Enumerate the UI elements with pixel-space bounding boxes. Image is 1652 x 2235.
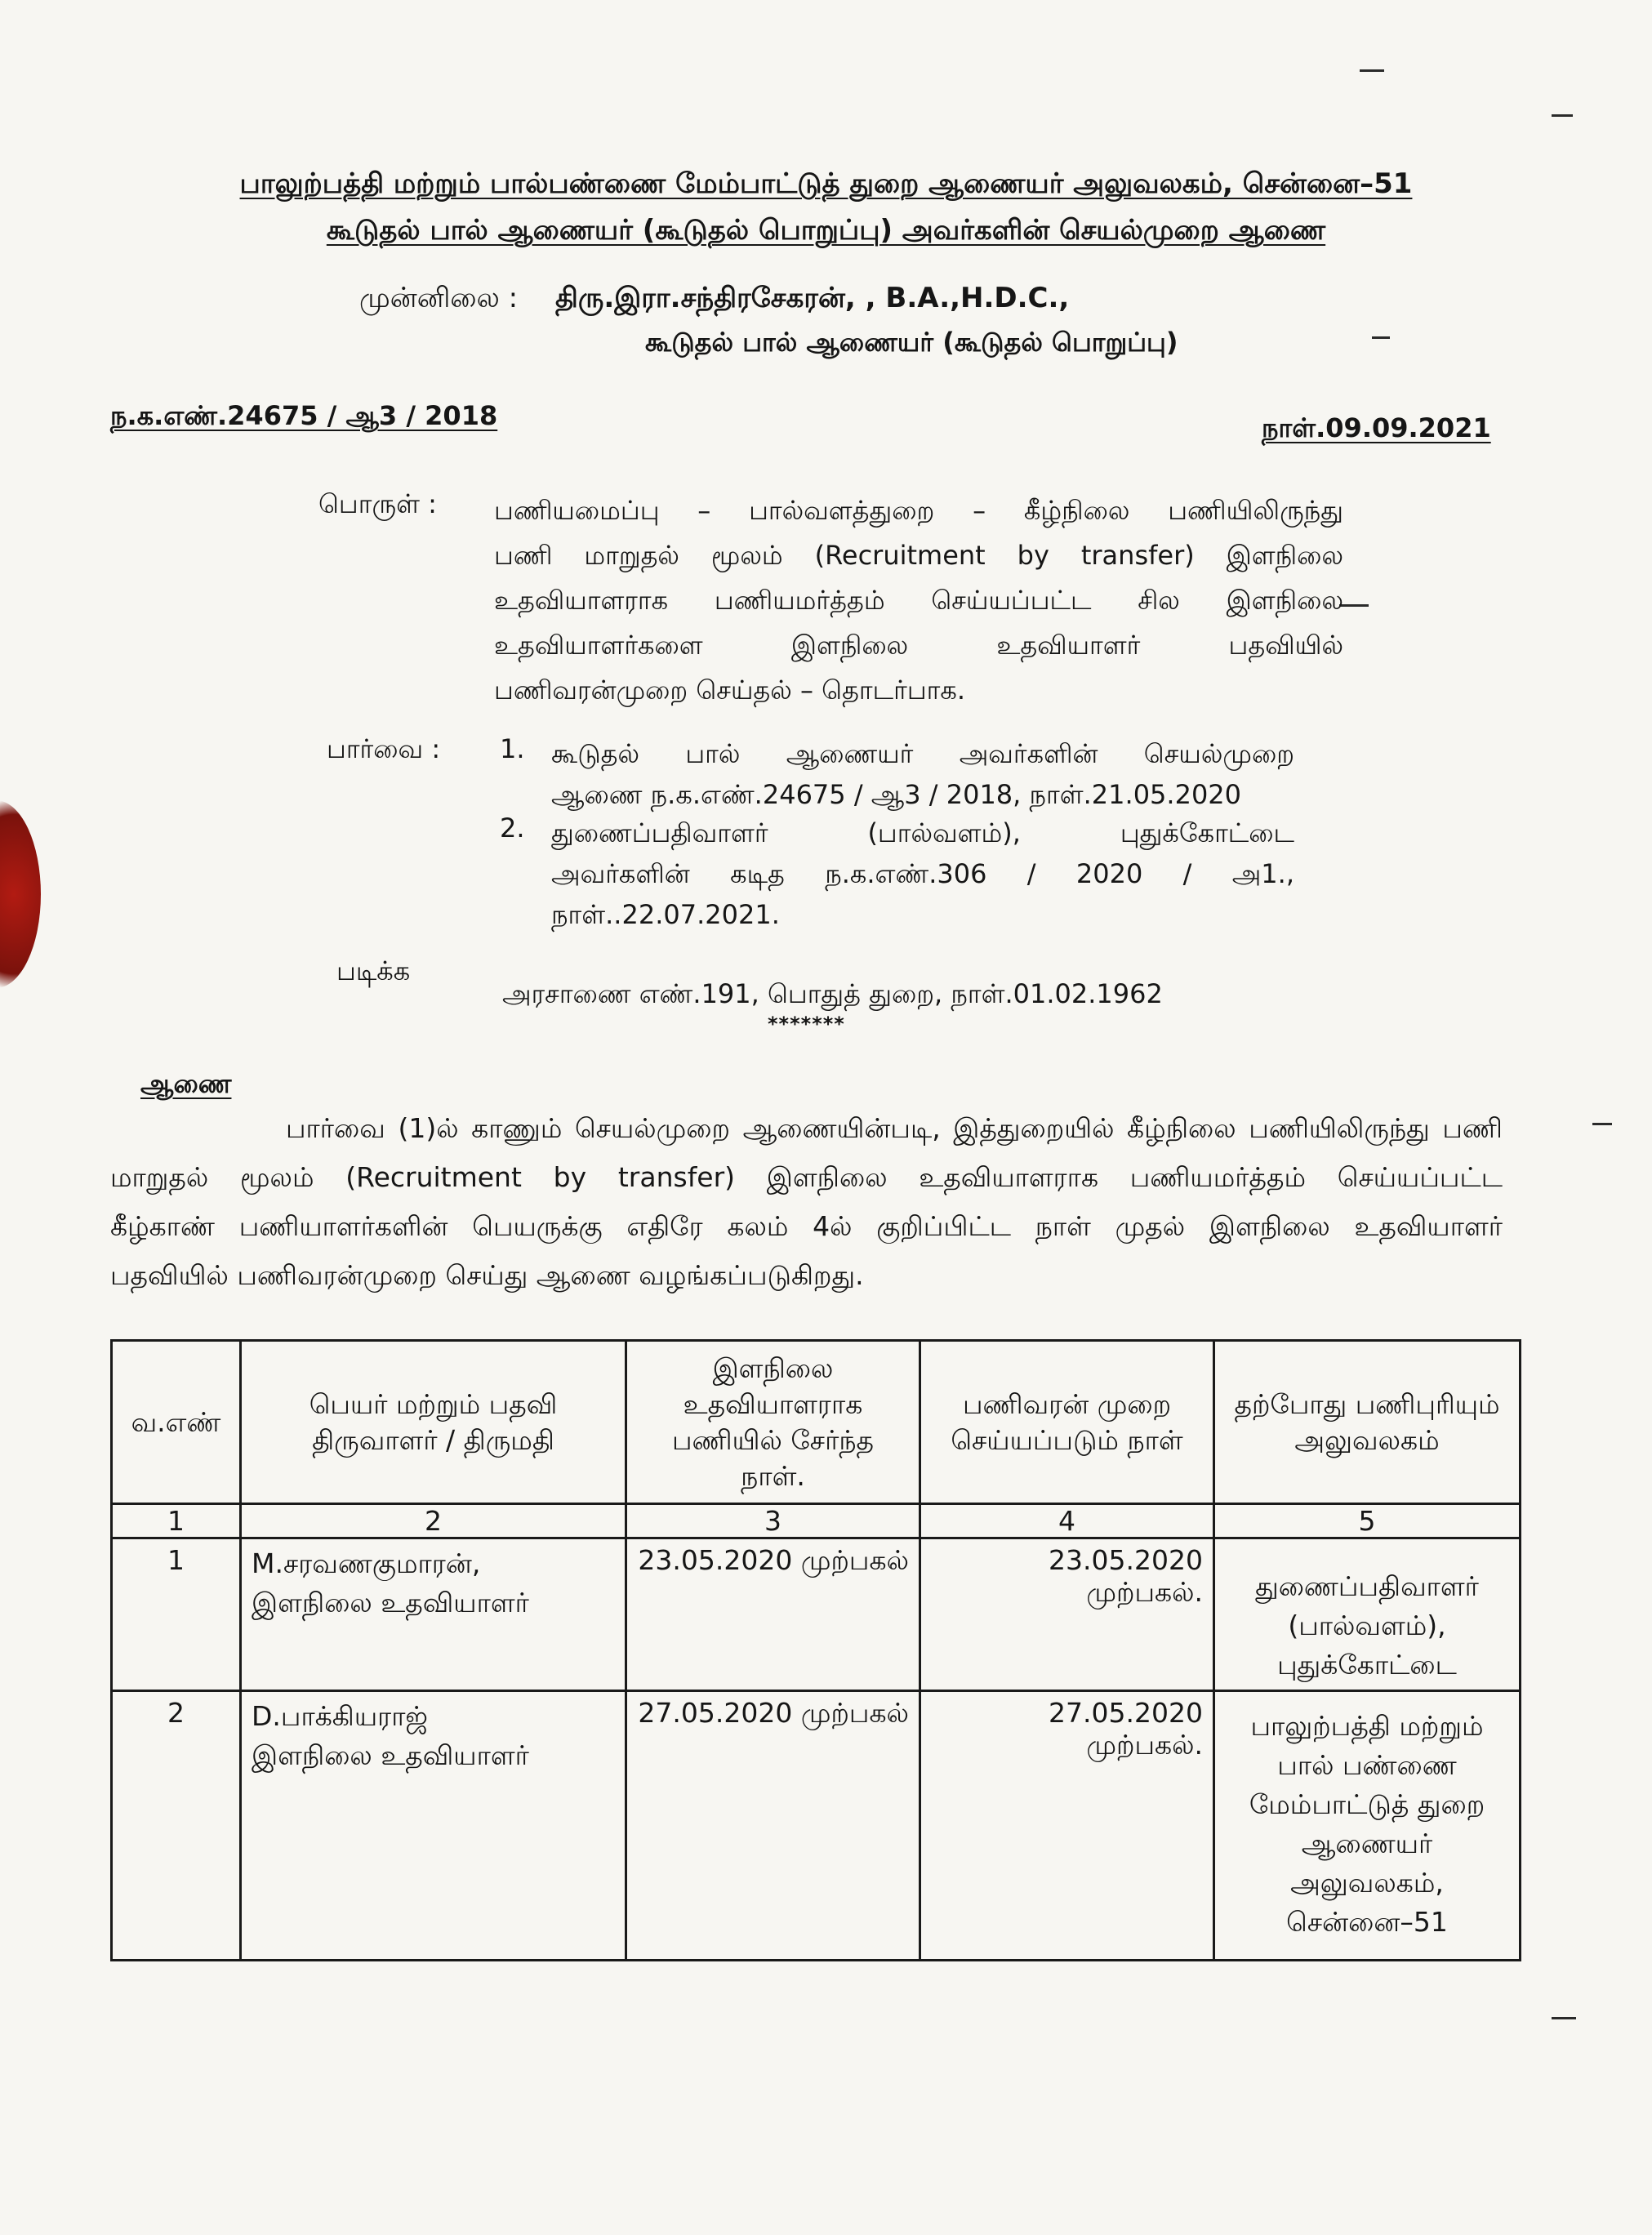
table-row <box>112 1538 1521 1691</box>
reference-line: துணைப்பதிவாளர் (பால்வளம்), புதுக்கோட்டை <box>551 817 1294 848</box>
scan-mark <box>1360 69 1384 72</box>
reference-line: ஆணை ந.க.எண்.24675 / ஆ3 / 2018, நாள்.21.05.2020 <box>551 779 1242 810</box>
reference-line: அவர்களின் கடித ந.க.எண்.306 / 2020 / அ1., <box>551 858 1294 889</box>
cell-office: பாலுற்பத்தி மற்றும் பால் பண்ணை மேம்பாட்டுத் துறை ஆணையர் அலுவலகம், சென்னை–51 <box>1214 1691 1521 1961</box>
table-header-row <box>112 1341 1521 1504</box>
cell-regularized-date: 23.05.2020 முற்பகல். <box>920 1538 1214 1691</box>
reference-1-text <box>551 733 1294 815</box>
regularization-table <box>110 1339 1521 1961</box>
reference-line: கூடுதல் பால் ஆணையர் அவர்களின் செயல்முறை <box>551 738 1294 769</box>
order-line: பார்வை (1)ல் காணும் செயல்முறை ஆணையின்படி, இத்துறையில் கீழ்நிலை பணியிலிருந்து பணி <box>286 1112 1503 1144</box>
scan-mark <box>1552 2017 1576 2019</box>
order-date: நாள்.09.09.2021 <box>1262 412 1491 443</box>
subject-line: பணியமைப்பு – பால்வளத்துறை – கீழ்நிலை பணியிலிருந்து <box>494 495 1343 526</box>
cell-regularized-date: 27.05.2020 முற்பகல். <box>920 1691 1214 1961</box>
cell-name: D.பாக்கியராஜ் இளநிலை உதவியாளர் <box>241 1691 626 1961</box>
subject-line: பணிவரன்முறை செய்தல் – தொடர்பாக. <box>494 675 965 706</box>
scan-mark <box>1552 114 1573 117</box>
subject-text <box>494 488 1343 713</box>
subject-label: பொருள் : <box>318 488 437 519</box>
scan-mark <box>1372 336 1390 339</box>
header-joining-date: இளநிலை உதவியாளராக பணியில் சேர்ந்த நாள். <box>626 1341 920 1504</box>
order-line: மாறுதல் மூலம் (Recruitment by transfer) இளநிலை உதவியாளராக பணியமர்த்தம் செய்யப்பட்ட <box>110 1161 1503 1193</box>
read-text: அரசாணை எண்.191, பொதுத் துறை, நாள்.01.02.1962 <box>502 978 1163 1009</box>
column-number: 2 <box>241 1504 626 1538</box>
cell-serial-number: 1 <box>112 1538 241 1691</box>
presence-label: முன்னிலை : <box>359 282 519 314</box>
reference-2-num: 2. <box>500 813 525 844</box>
column-number: 4 <box>920 1504 1214 1538</box>
header-current-office: தற்போது பணிபுரியும் அலுவலகம் <box>1214 1341 1521 1504</box>
cell-joined-date: 27.05.2020 முற்பகல் <box>626 1691 920 1961</box>
cell-serial-number: 2 <box>112 1691 241 1961</box>
order-heading: ஆணை <box>140 1068 232 1099</box>
reference-1-num: 1. <box>500 733 525 764</box>
header-regularization-date: பணிவரன் முறை செய்யப்படும் நாள் <box>920 1341 1214 1504</box>
order-title: கூடுதல் பால் ஆணையர் (கூடுதல் பொறுப்பு) அவர்களின் செயல்முறை ஆணை <box>326 214 1326 247</box>
table-column-number-row <box>112 1504 1521 1538</box>
order-line: பதவியில் பணிவரன்முறை செய்து ஆணை வழங்கப்படுகிறது. <box>110 1259 864 1291</box>
reference-line: நாள்..22.07.2021. <box>551 899 780 930</box>
presence-name: திரு.இரா.சந்திரசேகரன், , B.A.,H.D.C., <box>555 282 1070 314</box>
scan-mark <box>1592 1123 1612 1125</box>
references-label: பார்வை : <box>327 733 441 764</box>
cell-joined-date: 23.05.2020 முற்பகல் <box>626 1538 920 1691</box>
column-number: 3 <box>626 1504 920 1538</box>
header-serial-number: வ.எண் <box>112 1341 241 1504</box>
reference-2-text <box>551 813 1294 935</box>
read-stars: ******* <box>768 1013 845 1035</box>
edge-stain <box>0 800 41 988</box>
cell-office: துணைப்பதிவாளர் (பால்வளம்), புதுக்கோட்டை <box>1214 1538 1521 1691</box>
column-number: 1 <box>112 1504 241 1538</box>
office-title: பாலுற்பத்தி மற்றும் பால்பண்ணை மேம்பாட்டுத் துறை ஆணையர் அலுவலகம், சென்னை–51 <box>239 167 1413 200</box>
scan-mark <box>1339 604 1369 607</box>
column-number: 5 <box>1214 1504 1521 1538</box>
subject-line: பணி மாறுதல் மூலம் (Recruitment by transfer) இளநிலை <box>494 540 1343 571</box>
presence-designation: கூடுதல் பால் ஆணையர் (கூடுதல் பொறுப்பு) <box>645 327 1178 358</box>
order-paragraph <box>110 1104 1503 1300</box>
table-row <box>112 1691 1521 1961</box>
order-line: கீழ்காண் பணியாளர்களின் பெயருக்கு எதிரே கலம் 4ல் குறிப்பிட்ட நாள் முதல் இளநிலை உதவியாளர் <box>110 1210 1503 1242</box>
read-label: படிக்க <box>336 955 411 986</box>
cell-name: M.சரவணகுமாரன், இளநிலை உதவியாளர் <box>241 1538 626 1691</box>
header-name-designation: பெயர் மற்றும் பதவி திருவாளர் / திருமதி <box>241 1341 626 1504</box>
subject-line: உதவியாளர்களை இளநிலை உதவியாளர் பதவியில் <box>494 630 1343 661</box>
subject-line: உதவியாளராக பணியமர்த்தம் செய்யப்பட்ட சில இளநிலை <box>494 585 1343 616</box>
reference-number: ந.க.எண்.24675 / ஆ3 / 2018 <box>110 400 498 431</box>
